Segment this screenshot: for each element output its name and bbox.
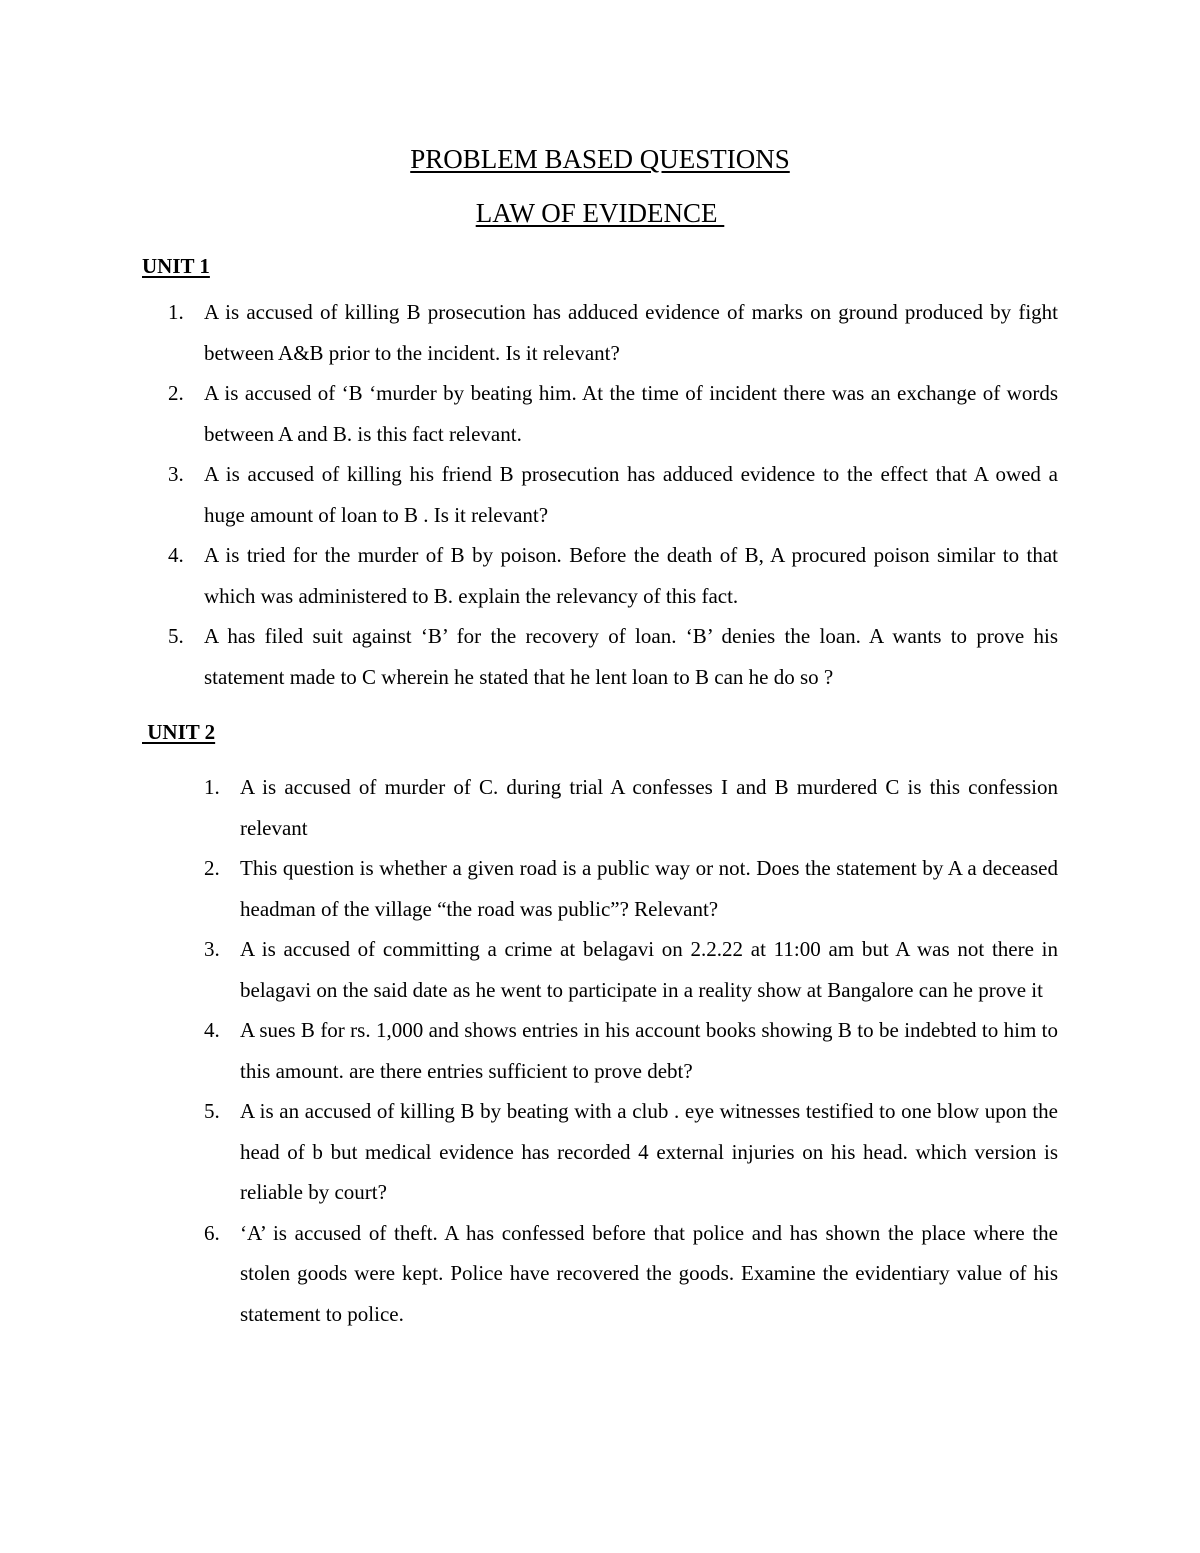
question-number: 3.: [168, 462, 184, 486]
question-number: 3.: [204, 937, 220, 961]
question-number: 4.: [168, 543, 184, 567]
document-title: PROBLEM BASED QUESTIONS: [410, 144, 790, 174]
question-number: 6.: [204, 1220, 220, 1245]
question-number: 5.: [204, 1099, 220, 1123]
question-number: 5.: [168, 624, 184, 648]
question-text: A is accused of murder of C. during trial A confesses I and B murdered C is this confession relevant: [240, 775, 1058, 840]
question-text: A is accused of ‘B ‘murder by beating him. At the time of incident there was an exchange of words between A and B. is this fact relevant.: [204, 381, 1058, 446]
list-item: [160, 292, 1058, 373]
unit-1-heading: UNIT 1: [142, 254, 210, 278]
question-number: 1.: [168, 300, 184, 324]
question-number: 2.: [168, 381, 184, 405]
question-text: This question is whether a given road is a public way or not. Does the statement by A a deceased headman of the village “the road was public”? Relevant?: [240, 856, 1058, 921]
list-item: [196, 929, 1058, 1010]
list-item: [160, 373, 1058, 454]
unit-2-heading: UNIT 2: [142, 720, 216, 744]
document-subtitle: LAW OF EVIDENCE: [475, 198, 725, 228]
question-text: A is accused of killing his friend B prosecution has adduced evidence to the effect that A owed a huge amount of loan to B . Is it relevant?: [204, 462, 1058, 527]
question-text: A is accused of committing a crime at belagavi on 2.2.22 at 11:00 am but A was not there in belagavi on the said date as he went to participate in a reality show at Bangalore can he prove it: [240, 937, 1058, 1002]
list-item: [196, 848, 1058, 929]
question-text: A is tried for the murder of B by poison. Before the death of B, A procured poison similar to that which was administered to B. explain the relevancy of this fact.: [204, 543, 1058, 608]
question-text: A has filed suit against ‘B’ for the recovery of loan. ‘B’ denies the loan. A wants to prove his statement made to C wherein he stated that he lent loan to B can he do so ?: [204, 624, 1058, 689]
question-number: 1.: [204, 775, 220, 799]
question-text: ‘A’ is accused of theft. A has confessed before that police and has shown the place where the stolen goods were kept. Police have recovered the goods. Examine the evidentiary value of his statement to police.: [240, 1220, 1058, 1326]
unit-1-question-list: [160, 292, 1058, 697]
list-item: [160, 454, 1058, 535]
question-text: A sues B for rs. 1,000 and shows entries in his account books showing B to be indebted to him to this amount. are there entries sufficient to prove debt?: [240, 1018, 1058, 1083]
question-text: A is accused of killing B prosecution has adduced evidence of marks on ground produced by fight between A&B prior to the incident. Is it relevant?: [204, 300, 1058, 365]
list-item: [196, 1010, 1058, 1091]
list-item: [160, 535, 1058, 616]
list-item: [196, 1091, 1058, 1213]
question-number: 2.: [204, 856, 220, 880]
list-item: [160, 616, 1058, 697]
list-item: [196, 767, 1058, 848]
question-text: A is an accused of killing B by beating with a club . eye witnesses testified to one blow upon the head of b but medical evidence has recorded 4 external injuries on his head. which version is reliable by court?: [240, 1099, 1058, 1204]
question-number: 4.: [204, 1018, 220, 1042]
list-item: [196, 1213, 1058, 1335]
unit-2-question-list: [196, 767, 1058, 1334]
